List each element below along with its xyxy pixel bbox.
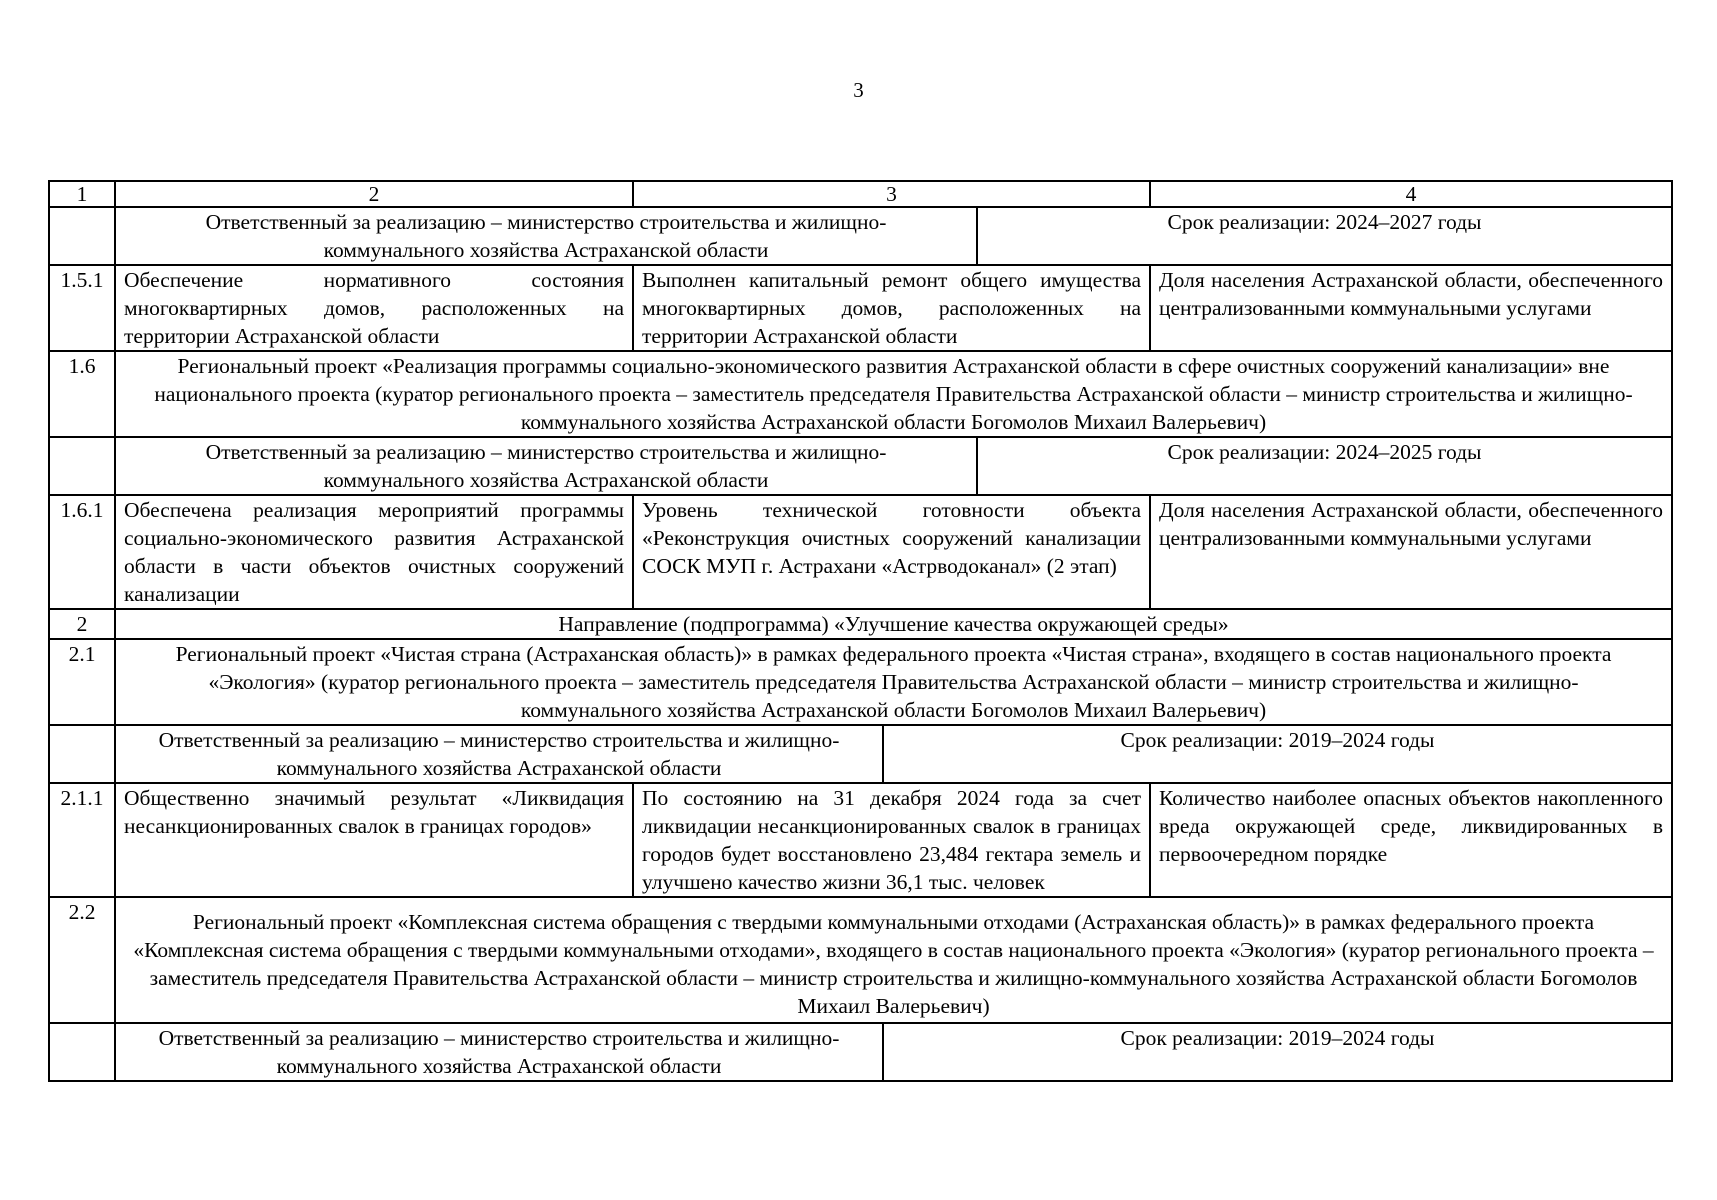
table-row-1-5-1 — [49, 265, 1672, 351]
indicator-cell: Количество наиболее опасных объектов накопленного вреда окружающей среде, ликвидированных в первоочередном порядке — [1150, 783, 1672, 897]
empty-number-cell — [49, 725, 115, 783]
row-number: 1.5.1 — [49, 265, 115, 351]
page-number: 3 — [853, 78, 864, 102]
direction-title: Направление (подпрограмма) «Улучшение качества окружающей среды» — [115, 609, 1672, 639]
row-number: 2.1.1 — [49, 783, 115, 897]
project-row-2-2 — [49, 897, 1672, 1023]
empty-number-cell — [49, 437, 115, 495]
column-header-4: 4 — [1150, 181, 1672, 207]
row-number: 1.6 — [49, 351, 115, 437]
project-description: Региональный проект «Комплексная система обращения с твердыми коммунальными отходами (Астраханская область)» в рамках федерального проекта «Комплексная система обращения с твердыми коммунальными отходами», входящего в состав национального проекта «Экология» (куратор регионального проекта – заместитель председателя Правительства Астраханской области – министр строительства и жилищно-коммунального хозяйства Астраханской области Богомолов Михаил Валерьевич) — [115, 897, 1672, 1023]
responsible-label: Ответственный за реализацию – министерство строительства и жилищно-коммунального хозяйства Астраханской области — [116, 208, 977, 264]
term-label: Срок реализации: 2019–2024 годы — [1120, 728, 1435, 752]
term-label: Срок реализации: 2019–2024 годы — [1120, 1026, 1435, 1050]
result-cell: По состоянию на 31 декабря 2024 года за счет ликвидации несанкционированных свалок в границах городов будет восстановлено 23,484 гектара земель и улучшено качество жизни 36,1 тыс. человек — [633, 783, 1150, 897]
row-number: 2.1 — [49, 639, 115, 725]
term-label: Срок реализации: 2024–2025 годы — [1167, 440, 1482, 464]
responsible-row-2-1 — [49, 725, 1672, 783]
result-cell: Уровень технической готовности объекта «Реконструкция очистных сооружений канализации СОСК МУП г. Астрахани «Астрводоканал» (2 этап) — [633, 495, 1150, 609]
task-cell: Общественно значимый результат «Ликвидация несанкционированных свалок в границах городов» — [115, 783, 633, 897]
task-cell: Обеспечение нормативного состояния многоквартирных домов, расположенных на территории Астраханской области — [115, 265, 633, 351]
responsible-row-2-2 — [49, 1023, 1672, 1081]
indicator-cell: Доля населения Астраханской области, обеспеченного централизованными коммунальными услугами — [1150, 495, 1672, 609]
result-cell: Выполнен капитальный ремонт общего имущества многоквартирных домов, расположенных на территории Астраханской области — [633, 265, 1150, 351]
responsible-label: Ответственный за реализацию – министерство строительства и жилищно-коммунального хозяйства Астраханской области — [116, 438, 977, 494]
project-row-2-1 — [49, 639, 1672, 725]
empty-number-cell — [49, 207, 115, 265]
responsible-row-1-6 — [49, 437, 1672, 495]
direction-row-2 — [49, 609, 1672, 639]
column-header-1: 1 — [49, 181, 115, 207]
project-description: Региональный проект «Чистая страна (Астраханская область)» в рамках федерального проекта «Чистая страна», входящего в состав национального проекта «Экология» (куратор регионального проекта – заместитель председателя Правительства Астраханской области – министр строительства и жилищно-коммунального хозяйства Астраханской области Богомолов Михаил Валерьевич) — [115, 639, 1672, 725]
plan-table — [48, 180, 1673, 1082]
responsible-row-1-5 — [49, 207, 1672, 265]
table-row-1-6-1 — [49, 495, 1672, 609]
row-number: 2.2 — [49, 897, 115, 1023]
empty-number-cell — [49, 1023, 115, 1081]
project-row-1-6 — [49, 351, 1672, 437]
column-header-3: 3 — [633, 181, 1150, 207]
responsible-label: Ответственный за реализацию – министерство строительства и жилищно-коммунального хозяйства Астраханской области — [116, 1024, 883, 1080]
table-row-2-1-1 — [49, 783, 1672, 897]
indicator-cell: Доля населения Астраханской области, обеспеченного централизованными коммунальными услугами — [1150, 265, 1672, 351]
project-description: Региональный проект «Реализация программы социально-экономического развития Астраханской области в сфере очистных сооружений канализации» вне национального проекта (куратор регионального проекта – заместитель председателя Правительства Астраханской области – министр строительства и жилищно-коммунального хозяйства Астраханской области Богомолов Михаил Валерьевич) — [115, 351, 1672, 437]
row-number: 1.6.1 — [49, 495, 115, 609]
task-cell: Обеспечена реализация мероприятий программы социально-экономического развития Астраханской области в части объектов очистных сооружений канализации — [115, 495, 633, 609]
responsible-label: Ответственный за реализацию – министерство строительства и жилищно-коммунального хозяйства Астраханской области — [116, 726, 883, 782]
column-header-2: 2 — [115, 181, 633, 207]
row-number: 2 — [49, 609, 115, 639]
term-label: Срок реализации: 2024–2027 годы — [1167, 210, 1482, 234]
column-header-row — [49, 181, 1672, 207]
